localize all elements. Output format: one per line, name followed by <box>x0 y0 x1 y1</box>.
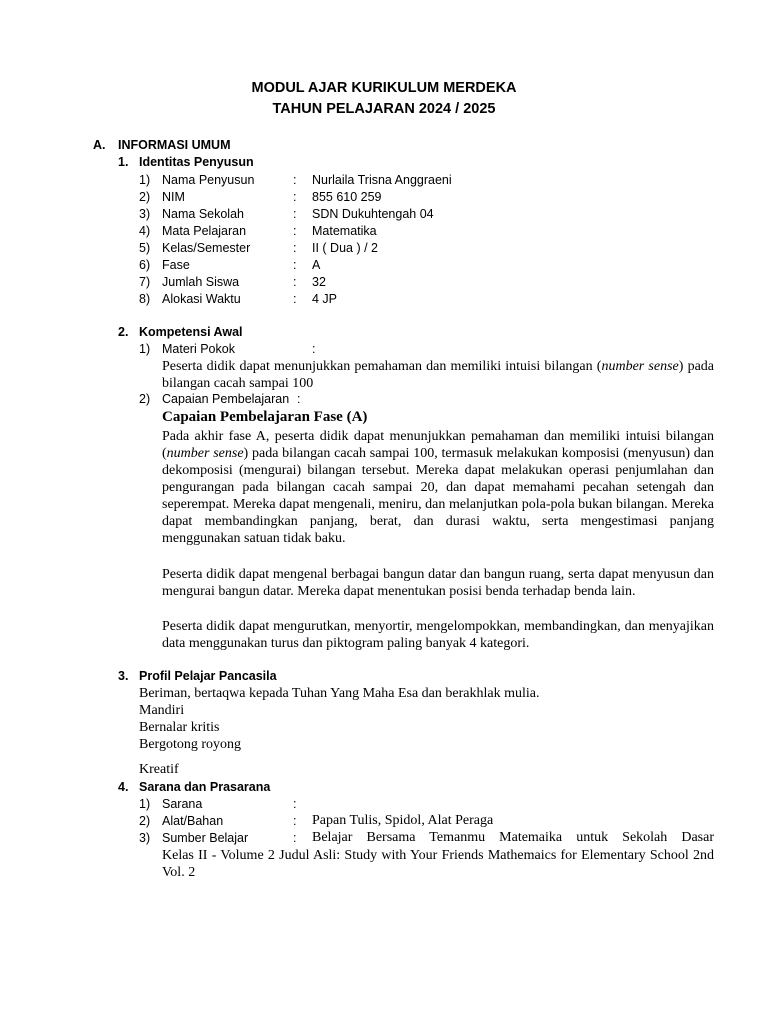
identity-num: 5) <box>139 241 151 255</box>
profil-item: Kreatif <box>139 762 179 777</box>
s3-number: 3. <box>118 669 129 683</box>
profil-item: Bernalar kritis <box>139 720 220 735</box>
capaian-colon: : <box>297 392 301 406</box>
identity-value: 4 JP <box>312 292 338 306</box>
identity-value: 855 610 259 <box>312 190 382 204</box>
identity-num: 2) <box>139 190 151 204</box>
profil-item: Beriman, bertaqwa kepada Tuhan Yang Maha Esa dan berakhlak mulia. <box>139 686 540 701</box>
identity-label: Kelas/Semester <box>162 241 251 255</box>
identity-colon: : <box>293 207 297 221</box>
identity-value: Matematika <box>312 224 377 238</box>
s1-number: 1. <box>118 155 129 169</box>
identity-value: A <box>312 258 321 272</box>
sumber-value: Belajar Bersama Temanmu Matemaika untuk Sekolah Dasar <box>312 830 714 845</box>
identity-num: 6) <box>139 258 151 272</box>
identity-label: Mata Pelajaran <box>162 224 247 238</box>
identity-num: 8) <box>139 292 151 306</box>
materi-colon: : <box>312 342 316 356</box>
sarana-label: Sarana <box>162 797 203 811</box>
alat-num: 2) <box>139 814 151 828</box>
identity-label: Alokasi Waktu <box>162 292 241 306</box>
s4-heading: Sarana dan Prasarana <box>139 780 271 794</box>
identity-value: SDN Dukuhtengah 04 <box>312 207 434 221</box>
capaian-paragraph-1 <box>162 428 714 547</box>
materi-italic-sense: sense <box>648 359 679 374</box>
capaian-paragraph-3: Peserta didik dapat mengurutkan, menyortir, mengelompokkan, membandingkan, dan menyajikan data menggunakan turus dan piktogram paling banyak 4 kategori. <box>162 619 714 651</box>
identity-num: 1) <box>139 173 151 187</box>
identity-label: Nama Penyusun <box>162 173 255 187</box>
materi-label: Materi Pokok <box>162 342 235 356</box>
identity-num: 7) <box>139 275 151 289</box>
identity-colon: : <box>293 258 297 272</box>
identity-value: 32 <box>312 275 326 289</box>
capaian-p1-b: ) pada bilangan cacah sampai 100, termasuk melakukan komposisi (menyusun) dan dekomposisi (mengurai) bilangan tersebut. Mereka dapat melakukan operasi penjumlahan dan pengurangan pada bilangan cacah sampai 20, dan dapat memahami pecahan setengah dan seperempat. Mereka dapat mengenali, meniru, dan melanjutkan pola-pola bukan bilangan. Mereka dapat membandingkan panjang, berat, dan durasi waktu, serta mengestimasi panjang menggunakan satuan tidak baku. <box>162 446 714 546</box>
sarana-colon: : <box>293 797 297 811</box>
identity-value: Nurlaila Trisna Anggraeni <box>312 173 452 187</box>
s1-heading: Identitas Penyusun <box>139 155 254 169</box>
alat-label: Alat/Bahan <box>162 814 224 828</box>
sumber-colon: : <box>293 831 297 845</box>
doc-title-line2: TAHUN PELAJARAN 2024 / 2025 <box>272 101 496 117</box>
sarana-num: 1) <box>139 797 151 811</box>
identity-label: Nama Sekolah <box>162 207 244 221</box>
s4-number: 4. <box>118 780 129 794</box>
capaian-paragraph-2: Peserta didik dapat mengenal berbagai bangun datar dan bangun ruang, serta dapat menyusun dan mengurai bangun datar. Mereka dapat menentukan posisi benda terhadap benda lain. <box>162 567 714 599</box>
identity-colon: : <box>293 173 297 187</box>
identity-label: Fase <box>162 258 190 272</box>
identity-colon: : <box>293 275 297 289</box>
identity-value: II ( Dua ) / 2 <box>312 241 378 255</box>
capaian-num: 2) <box>139 392 151 406</box>
materi-text-a: Peserta didik dapat menunjukkan pemahaman dan memiliki intuisi bilangan ( <box>162 359 602 374</box>
capaian-heading: Capaian Pembelajaran Fase (A) <box>162 409 368 425</box>
sumber-continuation: Kelas II - Volume 2 Judul Asli: Study with Your Friends Mathemaics for Elementary School 2nd Vol. 2 <box>162 848 714 880</box>
capaian-p1-italic: number sense <box>166 446 244 461</box>
identity-colon: : <box>293 292 297 306</box>
sumber-num: 3) <box>139 831 151 845</box>
materi-text-b: ) pada bilangan cacah sampai 100 <box>162 359 715 391</box>
identity-colon: : <box>293 224 297 238</box>
s3-heading: Profil Pelajar Pancasila <box>139 669 277 683</box>
s2-number: 2. <box>118 325 129 339</box>
identity-label: Jumlah Siswa <box>162 275 240 289</box>
s2-heading: Kompetensi Awal <box>139 325 243 339</box>
identity-num: 4) <box>139 224 151 238</box>
identity-label: NIM <box>162 190 185 204</box>
identity-colon: : <box>293 241 297 255</box>
sumber-label: Sumber Belajar <box>162 831 249 845</box>
materi-num: 1) <box>139 342 151 356</box>
alat-value: Papan Tulis, Spidol, Alat Peraga <box>312 813 494 828</box>
alat-colon: : <box>293 814 297 828</box>
profil-item: Mandiri <box>139 703 185 718</box>
profil-item: Bergotong royong <box>139 737 242 752</box>
section-a-heading: INFORMASI UMUM <box>118 138 231 152</box>
identity-colon: : <box>293 190 297 204</box>
doc-title-line1: MODUL AJAR KURIKULUM MERDEKA <box>251 80 517 96</box>
materi-italic-number: number <box>601 359 645 374</box>
section-a-letter: A. <box>93 138 106 152</box>
materi-text <box>162 358 714 392</box>
identity-num: 3) <box>139 207 151 221</box>
capaian-p1-a: Pada akhir fase A, peserta didik dapat menunjukkan pemahaman dan memiliki intuisi bilangan ( <box>162 429 714 461</box>
capaian-label: Capaian Pembelajaran <box>162 392 290 406</box>
